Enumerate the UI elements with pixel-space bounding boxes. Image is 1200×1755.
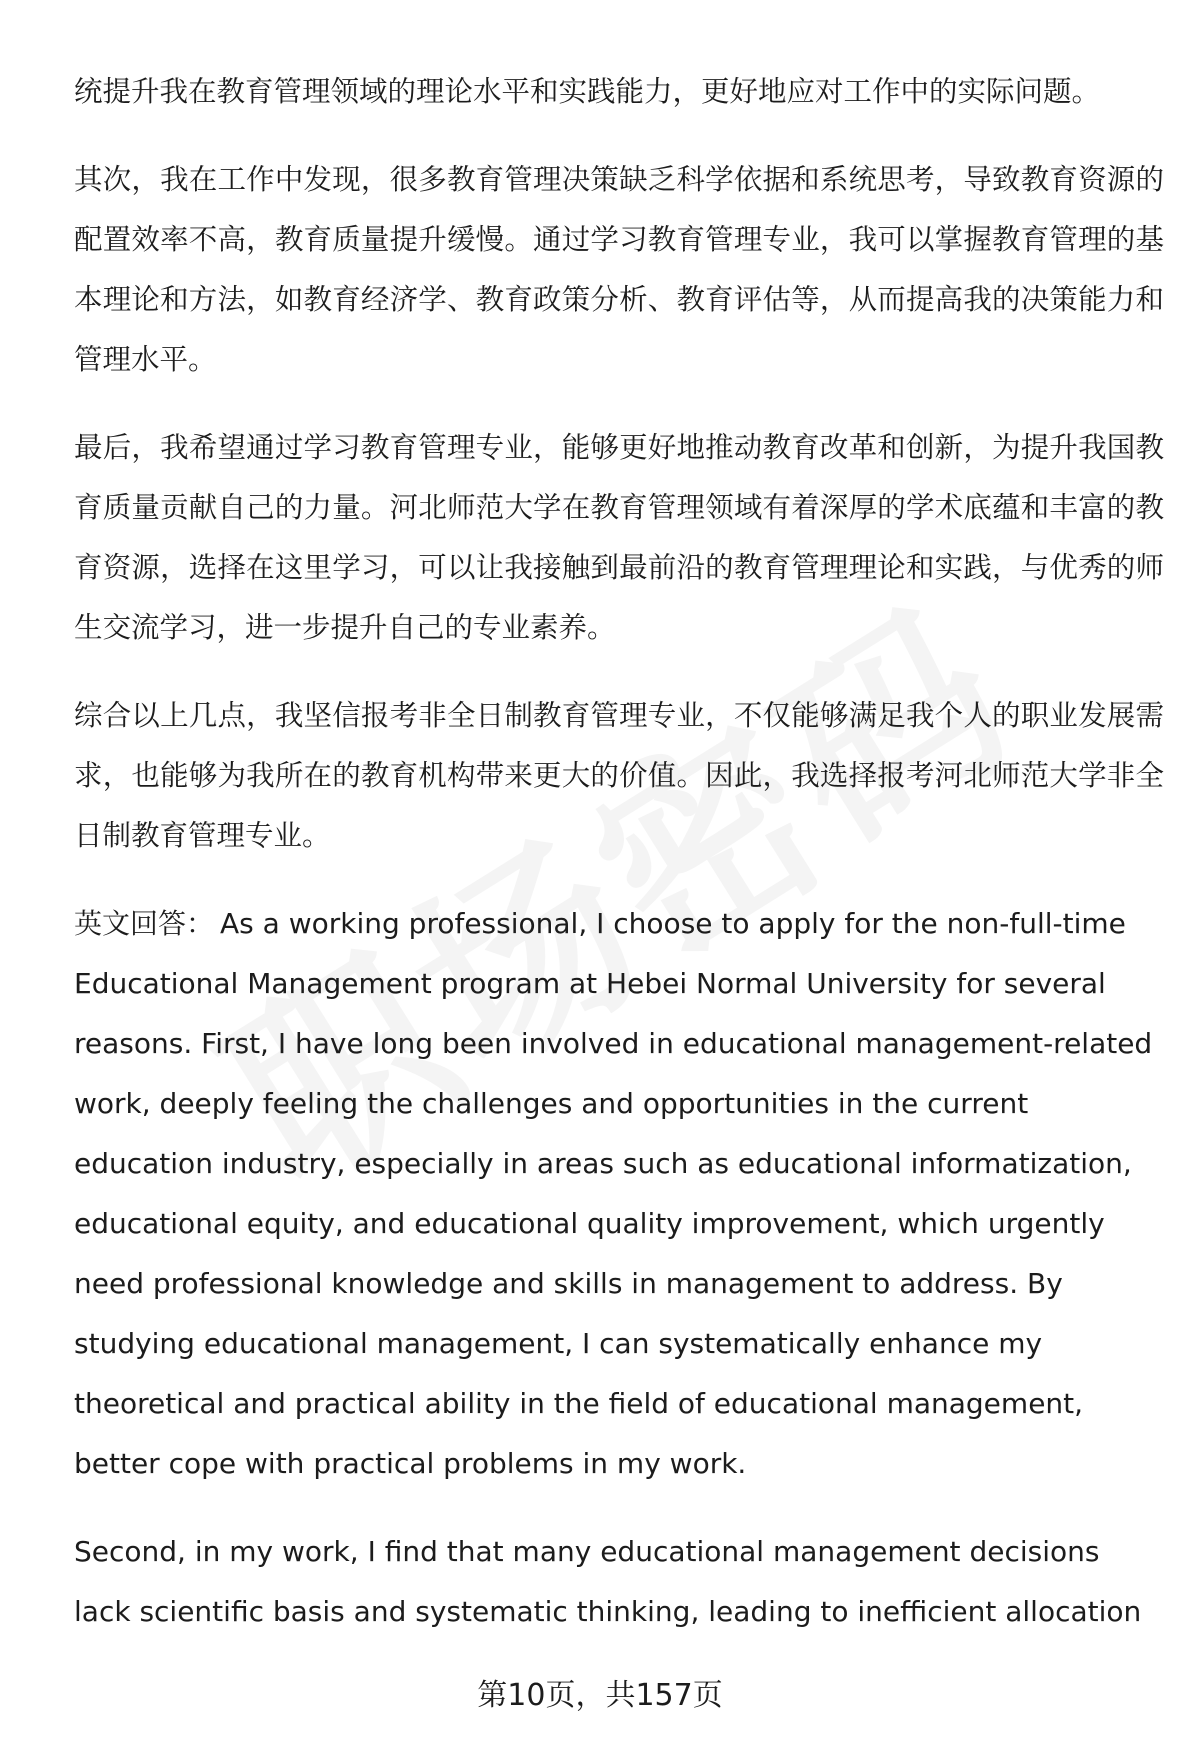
english-answer-paragraph [74, 894, 1164, 1494]
paragraph-last-reason: 最后，我希望通过学习教育管理专业，能够更好地推动教育改革和创新，为提升我国教育质量贡献自己的力量。河北师范大学在教育管理领域有着深厚的学术底蕴和丰富的教育资源，选择在这里学习，可以让我接触到最前沿的教育管理理论和实践，与优秀的师生交流学习，进一步提升自己的专业素养。 [74, 431, 1164, 644]
page-number: 第10页，共157页 [477, 1678, 723, 1713]
paragraph-conclusion: 综合以上几点，我坚信报考非全日制教育管理专业，不仅能够满足我个人的职业发展需求，也能够为我所在的教育机构带来更大的价值。因此，我选择报考河北师范大学非全日制教育管理专业。 [74, 699, 1164, 852]
english-answer-label: 英文回答： [74, 907, 215, 940]
paragraph-continuation: 统提升我在教育管理领域的理论水平和实践能力，更好地应对工作中的实际问题。 [74, 75, 1101, 108]
paragraph-second-reason: 其次，我在工作中发现，很多教育管理决策缺乏科学依据和系统思考，导致教育资源的配置效率不高，教育质量提升缓慢。通过学习教育管理专业，我可以掌握教育管理的基本理论和方法，如教育经济学、教育政策分析、教育评估等，从而提高我的决策能力和管理水平。 [74, 163, 1164, 376]
english-second-paragraph: Second, in my work, I find that many educational management decisions lack scientific basis and systematic thinking, leading to inefficient allocation [74, 1535, 1142, 1628]
document-body [74, 62, 1164, 1670]
english-answer-text: As a working professional, I choose to apply for the non-full-time Educational Management program at Hebei Normal University for several reasons. First, I have long been involved in educational management-related work, deeply feeling the challenges and opportunities in the current education industry, especially in areas such as educational informatization, educational equity, and educational quality improvement, which urgently need professional knowledge and skills in management to address. By studying educational management, I can systematically enhance my theoretical and practical ability in the field of educational management, better cope with practical problems in my work. [74, 907, 1153, 1480]
